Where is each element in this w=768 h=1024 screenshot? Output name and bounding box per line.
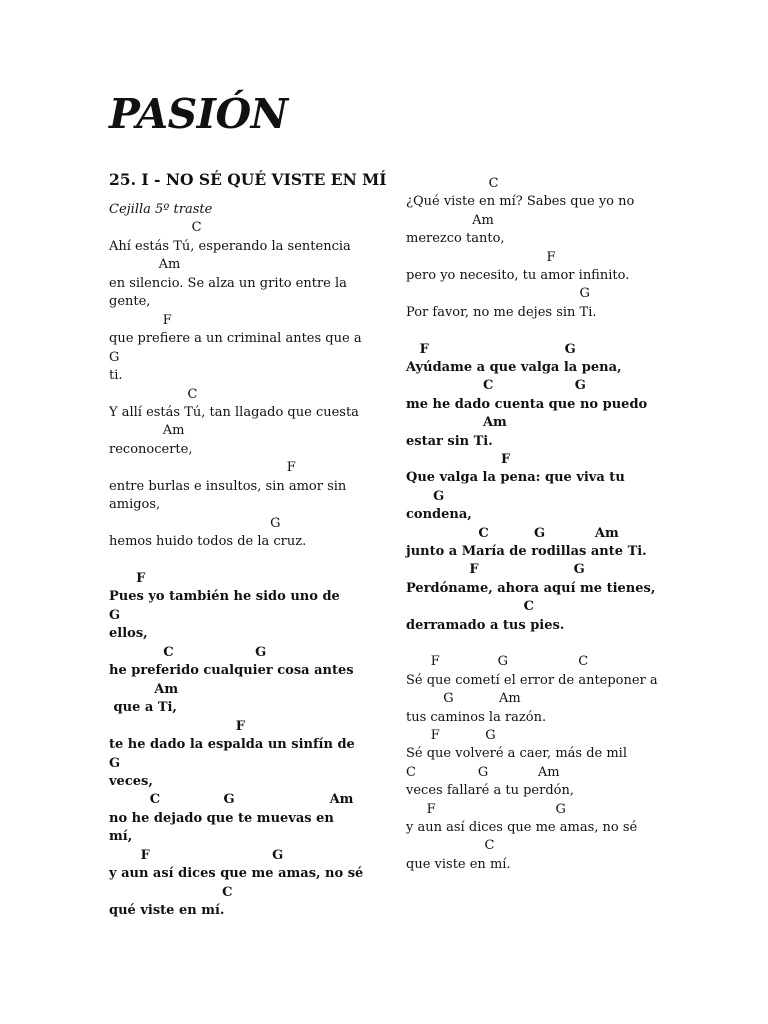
lyric-line: estar sin Ti. — [406, 433, 493, 449]
chord-line: F — [109, 460, 296, 476]
lyric-line: he preferido cualquier cosa antes — [109, 663, 354, 679]
lyric-line: veces, — [109, 773, 153, 789]
lyric-line: ti. — [109, 368, 123, 384]
chord-line: G — [406, 488, 445, 504]
lyric-line: Y allí estás Tú, tan llagado que cuesta — [109, 404, 359, 420]
chord-line: G — [406, 286, 590, 302]
lyric-line: me he dado cuenta que no puedo — [406, 396, 648, 412]
lyric-line: Ayúdame a que valga la pena, — [406, 360, 622, 375]
chord-line: F G — [406, 801, 566, 817]
lyric-line: Cejilla 5º traste — [109, 202, 213, 217]
chord-line: F G — [406, 728, 496, 743]
lyric-line: no he dejado que te muevas en — [109, 810, 334, 826]
lyric-line: Ahí estás Tú, esperando la sentencia — [109, 238, 351, 254]
lyric-line: que prefiere a un criminal antes que a — [109, 331, 362, 347]
chord-line: G — [109, 515, 281, 531]
lyric-line: reconocerte, — [109, 441, 193, 457]
lyric-line: Sé que cometí el error de anteponer a — [406, 672, 658, 688]
chord-line: C G — [109, 644, 267, 660]
chord-line: G — [109, 349, 120, 365]
chord-line: C G Am — [109, 792, 354, 808]
chord-line: Am — [109, 681, 179, 697]
chord-line: F — [406, 452, 511, 467]
lyric-line: entre burlas e insultos, sin amor sin — [109, 478, 347, 494]
lyric-line: te he dado la espalda un sinfín de — [109, 737, 355, 753]
chord-line: C G Am — [406, 525, 619, 541]
lyric-line: amigos, — [109, 497, 161, 513]
chord-line: C — [406, 838, 495, 854]
lyric-line: tus caminos la razón. — [406, 709, 547, 725]
chord-line: C — [406, 599, 535, 615]
chord-line: C G — [406, 378, 586, 394]
lyric-line: en silencio. Se alza un grito entre la — [109, 275, 347, 291]
chord-line: C — [109, 884, 233, 900]
chord-line: Am — [109, 257, 181, 273]
chord-line: F G — [406, 562, 585, 578]
chord-line: Am — [406, 415, 507, 431]
chord-line: C — [109, 386, 198, 402]
lyric-line: gente, — [109, 294, 151, 310]
lyric-line: Pues yo también he sido uno de — [109, 589, 340, 605]
lyric-line: Por favor, no me dejes sin Ti. — [406, 304, 597, 320]
lyric-line: y aun así dices que me amas, no sé — [406, 820, 638, 835]
chord-line: C G Am — [406, 764, 560, 780]
lyric-line: Que valga la pena: que viva tu — [406, 470, 625, 486]
chord-line: C — [406, 176, 499, 191]
chord-line: C — [109, 220, 202, 236]
lyric-line: derramado a tus pies. — [406, 617, 565, 633]
lyric-line: pero yo necesito, tu amor infinito. — [406, 268, 630, 283]
chord-line: G — [109, 755, 121, 771]
chord-line: F — [109, 571, 146, 586]
chord-line: F G — [109, 847, 284, 863]
chord-line: F — [109, 718, 245, 734]
lyric-line: qué viste en mí. — [109, 903, 225, 919]
lyric-line: que viste en mí. — [406, 856, 511, 872]
lyric-line: Sé que volveré a caer, más de mil — [406, 746, 627, 762]
chord-line: F — [406, 249, 556, 265]
chord-line: G Am — [406, 691, 521, 707]
chord-line: F G C — [406, 654, 589, 670]
lyric-line: mí, — [109, 829, 133, 845]
lyric-line: merezco tanto, — [406, 231, 505, 247]
chord-line: Am — [406, 212, 494, 228]
chord-line: F — [109, 312, 172, 328]
lyric-line: Perdóname, ahora aquí me tienes, — [406, 580, 656, 596]
lyric-line: hemos huido todos de la cruz. — [109, 534, 307, 550]
chord-line: Am — [109, 423, 185, 439]
lyric-line: veces fallaré a tu perdón, — [406, 783, 574, 799]
chord-line: G — [109, 607, 121, 623]
lyric-line: que a Ti, — [109, 700, 177, 716]
lyric-line: ellos, — [109, 626, 148, 642]
chord-line: F G — [406, 341, 576, 357]
song-title: 25. I - NO SÉ QUÉ VISTE EN MÍ — [109, 170, 387, 189]
page-title: PASIÓN — [109, 90, 288, 138]
lyric-line: y aun así dices que me amas, no sé — [109, 866, 364, 882]
lyric-line: junto a María de rodillas ante Ti. — [406, 544, 647, 559]
lyric-line: ¿Qué viste en mí? Sabes que yo no — [406, 194, 635, 210]
lyric-line: condena, — [406, 507, 472, 523]
